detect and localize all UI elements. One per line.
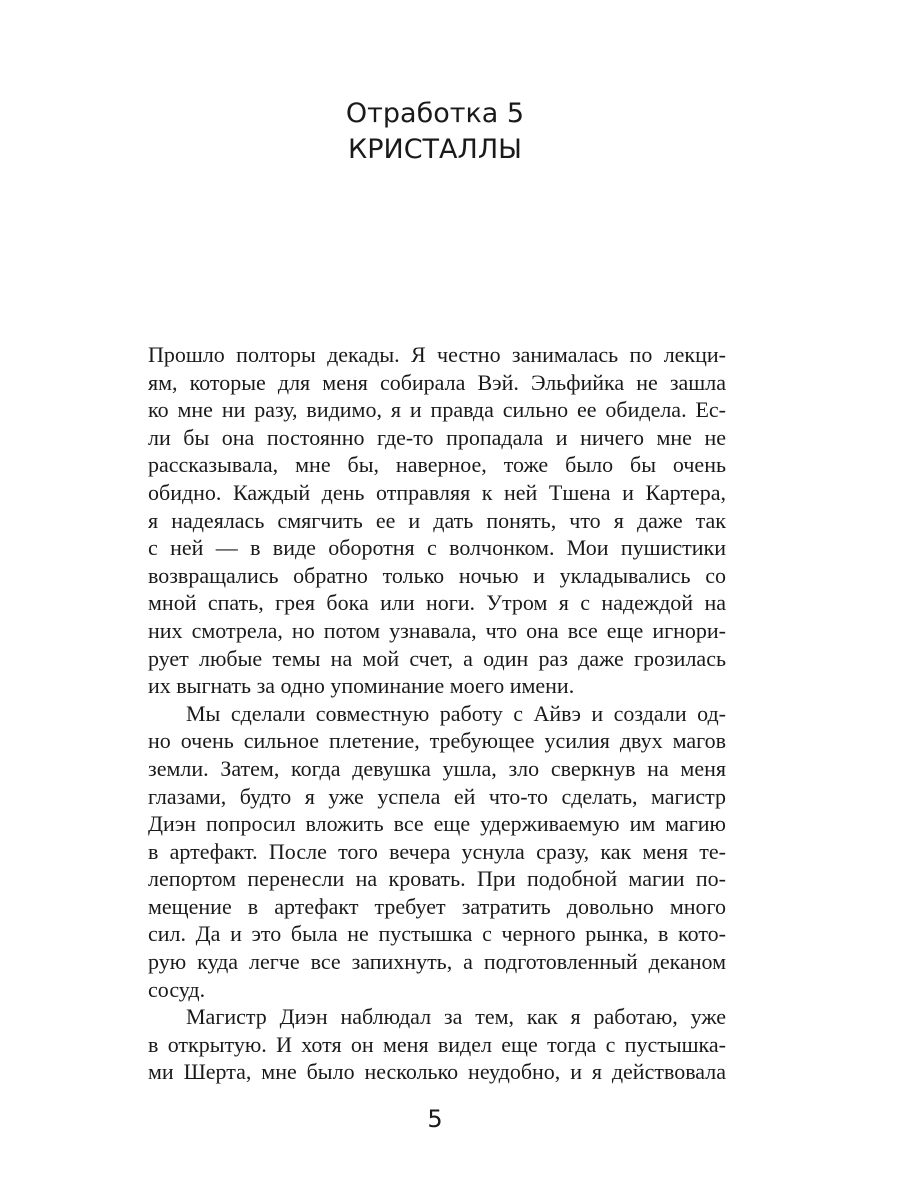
chapter-title: КРИСТАЛЛЫ <box>348 134 522 165</box>
text-line: них смотрела, но потом узнавала, что она все еще игнори- <box>148 617 726 643</box>
text-line: ми Шерта, мне было несколько неудобно, и я действовала <box>148 1059 726 1085</box>
text-line: мещение в артефакт требует затратить довольно много <box>148 893 726 919</box>
text-line: рую куда легче все запихнуть, а подготовленный деканом <box>148 949 726 975</box>
text-line: глазами, будто я уже успела ей что-то сделать, магистр <box>148 783 726 809</box>
text-line: Прошло полторы декады. Я честно занималась по лекци- <box>148 342 726 367</box>
text-line: сил. Да и это была не пустышка с черного рынка, в кото- <box>148 921 726 947</box>
text-line: в артефакт. После того вечера уснула сразу, как меня те- <box>148 838 726 864</box>
text-line: ко мне ни разу, видимо, я и правда сильно ее обидела. Ес- <box>148 397 726 423</box>
text-line: я надеялась смягчить ее и дать понять, что я даже так <box>148 507 726 533</box>
text-line: возвращались обратно только ночью и укладывались со <box>148 562 726 588</box>
text-line: рует любые темы на мой счет, а один раз даже грозилась <box>148 645 726 671</box>
text-line: мной спать, грея бока или ноги. Утром я с надеждой на <box>148 590 726 616</box>
text-line: ям, которые для меня собирала Вэй. Эльфийка не зашла <box>148 369 726 395</box>
text-line: но очень сильное плетение, требующее усилия двух магов <box>148 728 726 754</box>
text-line: земли. Затем, когда девушка ушла, зло сверкнув на меня <box>148 755 726 781</box>
text-line: Диэн попросил вложить все еще удерживаемую им магию <box>148 811 726 837</box>
text-line: сосуд. <box>148 976 206 1002</box>
text-line: в открытую. И хотя он меня видел еще тогда с пустышка- <box>148 1031 726 1057</box>
page-number: 5 <box>427 1105 443 1133</box>
text-line: с ней — в виде оборотня с волчонком. Мои пушистики <box>148 535 726 561</box>
chapter-label: Отработка 5 <box>345 98 525 129</box>
text-line: Магистр Диэн наблюдал за тем, как я работаю, уже <box>186 1004 726 1030</box>
text-line: обидно. Каждый день отправляя к ней Тшена и Картера, <box>148 479 726 505</box>
text-line: ли бы она постоянно где-то пропадала и ничего мне не <box>148 424 726 450</box>
text-line: их выгнать за одно упоминание моего имени. <box>148 673 575 699</box>
text-line: Мы сделали совместную работу с Айвэ и создали од- <box>186 700 726 726</box>
text-line: рассказывала, мне бы, наверное, тоже было бы очень <box>148 452 726 478</box>
text-line: лепортом перенесли на кровать. При подобной магии по- <box>148 866 726 892</box>
body-text <box>148 341 726 1086</box>
